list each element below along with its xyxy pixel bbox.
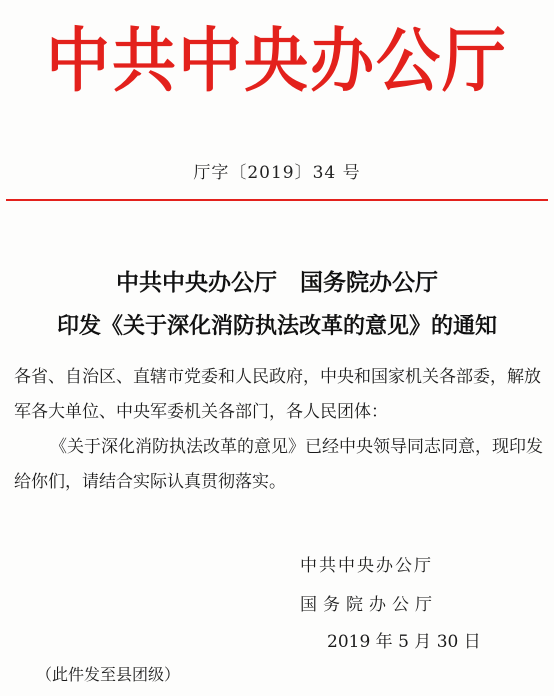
notice-title-line-1: 中共中央办公厅 国务院办公厅	[116, 270, 438, 296]
recipients-paragraph: 各省、自治区、直辖市党委和人民政府，中央和国家机关各部委，解放军各大单位、中央军委机关各部门，各人民团体：	[14, 367, 541, 422]
body-paragraph: 《关于深化消防执法改革的意见》已经中央领导同志同意，现印发给你们，请结合实际认真贯彻落实。	[14, 437, 543, 492]
document-number: 厅字〔2019〕34 号	[193, 163, 361, 183]
signatory-state-council-office: 国务院办公厅	[300, 595, 438, 615]
distribution-note: （此件发至县团级）	[36, 665, 181, 684]
notice-title-line-2: 印发《关于深化消防执法改革的意见》的通知	[56, 314, 497, 339]
masthead-title: 中共中央办公厅	[46, 22, 508, 102]
signatory-party-office: 中共中央办公厅	[300, 556, 433, 576]
red-divider-line	[6, 199, 548, 201]
issue-date: 2019 年 5 月 30 日	[327, 632, 481, 652]
